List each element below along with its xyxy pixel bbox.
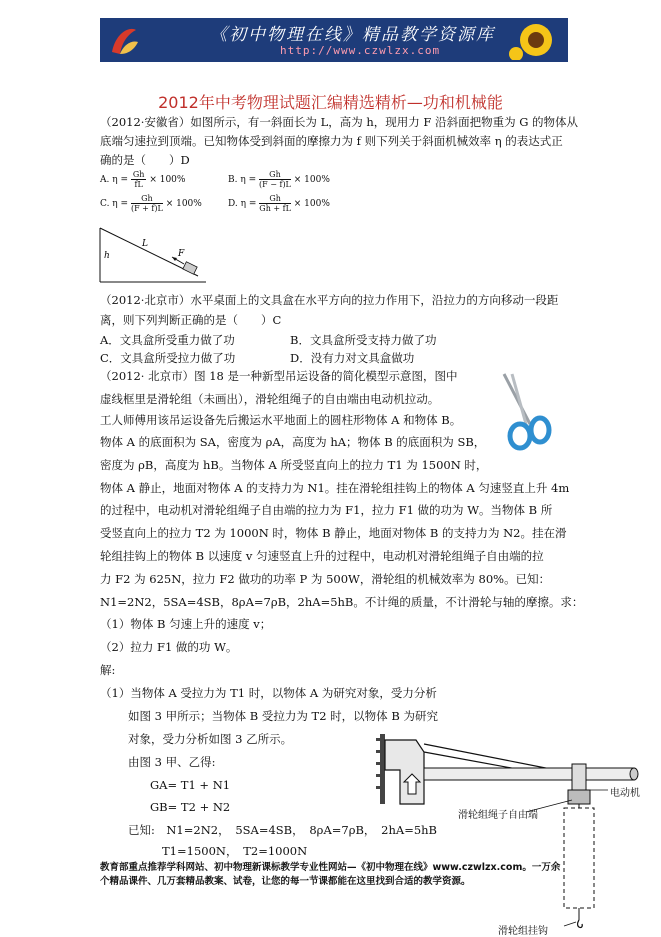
crane-figure <box>376 730 646 935</box>
solution-line-1: （1）当物体 A 受拉力为 T1 时，以物体 A 为研究对象，受力分析 <box>100 686 437 700</box>
q1-option-b: B. η = $\frac{Gh}{(F - f)L}$ × 100% <box>228 170 330 189</box>
q2-option-b: B．文具盒所受支持力做了功 <box>290 333 437 347</box>
footer-line-2: 个精品课件、几万套精品教案、试卷，让您的每一节课都能在这里找到合适的教学资源。 <box>100 876 471 887</box>
q3-line-12: （1）物体 B 匀速上升的速度 v； <box>100 617 272 631</box>
incline-label-l: L <box>142 239 148 249</box>
site-banner <box>100 18 568 62</box>
banner-title: 《初中物理在线》精品教学资源库 <box>210 25 495 45</box>
q2-option-a: A．文具盒所受重力做了功 <box>100 333 235 347</box>
q1-line-1: （2012·安徽省）如图所示，有一斜面长为 L，高为 h，现用力 F 沿斜面把物重为 G 的物体从 <box>100 115 579 129</box>
sunflower-icon <box>506 20 564 60</box>
solution-line-2: 如图 3 甲所示；当物体 B 受拉力为 T2 时，以物体 B 为研究 <box>128 709 438 723</box>
q1-option-d: D. η = $\frac{Gh}{Gh + fL}$ × 100% <box>228 194 330 213</box>
scissors-icon <box>498 372 554 454</box>
solution-line-4: 由图 3 甲、乙得: <box>128 755 216 769</box>
q1-option-c: C. η = $\frac{Gh}{(F + f)L}$ × 100% <box>100 194 202 213</box>
q3-line-8: 受竖直向上的拉力 T2 为 1000N 时，物体 B 静止，地面对物体 B 的支持力为 N2。挂在滑 <box>100 526 567 540</box>
incline-label-f: F <box>178 249 185 259</box>
solution-given-tension: T1=1500N， T2=1000N <box>162 844 308 858</box>
document-title: 2012年中考物理试题汇编精选精析—功和机械能 <box>158 93 503 112</box>
q3-line-11: N1=2N2，5SA=4SB，8ρA=7ρB，2hA=5hB。不计绳的质量，不计滑轮与轴的摩擦。求： <box>100 595 584 609</box>
incline-label-h: h <box>104 251 110 261</box>
solution-given: 已知: N1=2N2， 5SA=4SB， 8ρA=7ρB， 2hA=5hB <box>128 823 437 837</box>
q3-line-6: 物体 A 静止，地面对物体 A 的支持力为 N1。挂在滑轮组挂钩上的物体 A 匀速竖直上升 4m <box>100 481 570 495</box>
q3-line-7: 的过程中，电动机对滑轮组绳子自由端的拉力为 F1，拉力 F1 做的功为 W。当物体 B 所 <box>100 503 553 517</box>
q3-line-10: 力 F2 为 625N，拉力 F2 做功的功率 P 为 500W，滑轮组的机械效率为 80%。已知： <box>100 572 551 586</box>
label-hook: 滑轮组挂钩 <box>498 926 548 937</box>
q1-line-2: 底端匀速拉到顶端。已知物体受到斜面的摩擦力为 f 则下列关于斜面机械效率 η 的表达式正 <box>100 134 563 148</box>
equation-ga: GA= T1 + N1 <box>150 778 231 792</box>
q3-line-13: （2）拉力 F1 做的功 W。 <box>100 640 238 654</box>
banner-url[interactable]: http://www.czwlzx.com <box>280 44 441 57</box>
label-rope-end: 滑轮组绳子自由端 <box>458 810 538 821</box>
q3-line-1: （2012· 北京市）图 18 是一种新型吊运设备的简化模型示意图，图中 <box>100 369 458 383</box>
q1-line-3: 确的是（ ）D <box>100 153 190 167</box>
incline-figure <box>98 224 208 286</box>
solution-line-3: 对象，受力分析如图 3 乙所示。 <box>128 732 293 746</box>
q3-line-9: 轮组挂钩上的物体 B 以速度 v 匀速竖直上升的过程中，电动机对滑轮组绳子自由端的拉 <box>100 549 544 563</box>
q1-option-a: A. η = $\frac{Gh}{fL}$ × 100% <box>100 170 186 189</box>
equation-gb: GB= T2 + N2 <box>150 800 231 814</box>
q2-line-2: 离，则下列判断正确的是（ ）C <box>100 313 282 327</box>
q2-line-1: （2012·北京市）水平桌面上的文具盒在水平方向的拉力作用下，沿拉力的方向移动一段距 <box>100 293 559 307</box>
q3-line-5: 密度为 ρB，高度为 hB。当物体 A 所受竖直向上的拉力 T1 为 1500N 时， <box>100 458 488 472</box>
q3-line-3: 工人师傅用该吊运设备先后搬运水平地面上的圆柱形物体 A 和物体 B。 <box>100 413 462 427</box>
site-logo-icon <box>106 22 142 58</box>
q2-option-c: C．文具盒所受拉力做了功 <box>100 351 236 365</box>
label-motor: 电动机 <box>610 788 640 799</box>
q2-option-d: D．没有力对文具盒做功 <box>290 351 415 365</box>
q3-line-4: 物体 A 的底面积为 SA，密度为 ρA，高度为 hA；物体 B 的底面积为 SB， <box>100 435 486 449</box>
footer-line-1: 教育部重点推荐学科网站、初中物理新课标教学专业性网站—《初中物理在线》www.czwlzx.com。一万余 <box>100 862 561 873</box>
q3-line-2: 虚线框里是滑轮组（未画出），滑轮组绳子的自由端由电动机拉动。 <box>100 392 440 406</box>
solution-label: 解: <box>100 663 116 677</box>
